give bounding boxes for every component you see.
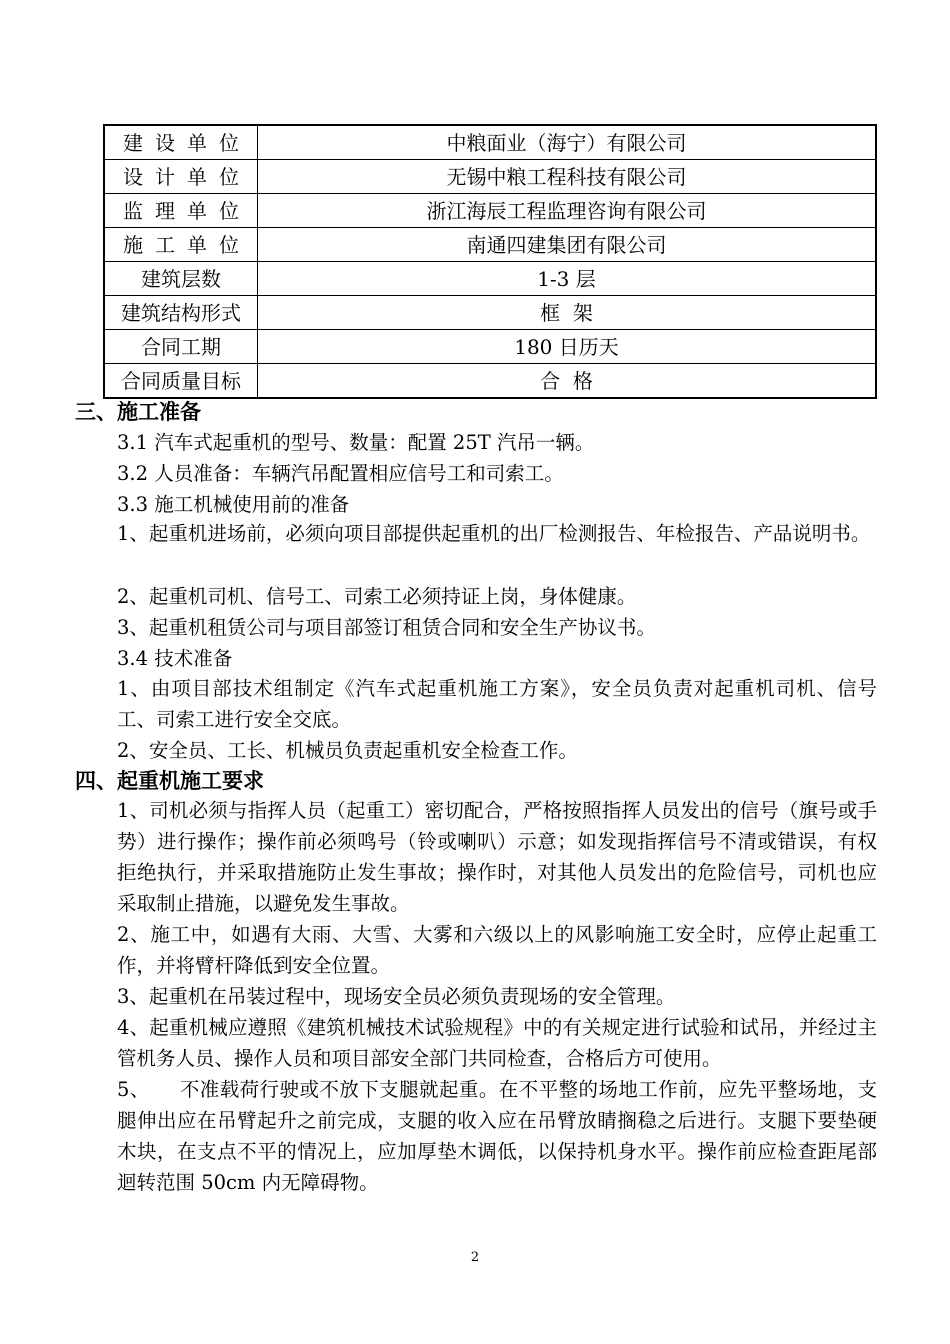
paragraph: 2、安全员、工长、机械员负责起重机安全检查工作。 bbox=[117, 739, 578, 762]
page-number: 2 bbox=[470, 1250, 480, 1265]
table-value-cell: 南通四建集团有限公司 bbox=[258, 228, 877, 262]
row-label: 合同工期 bbox=[141, 334, 221, 359]
table-value-cell: 180 日历天 bbox=[258, 330, 877, 364]
paragraph: 3、起重机租赁公司与项目部签订租赁合同和安全生产协议书。 bbox=[117, 616, 656, 639]
row-label: 合同质量目标 bbox=[121, 368, 241, 393]
table-value-cell: 1-3 层 bbox=[258, 262, 877, 296]
row-label: 施工单位 bbox=[123, 232, 251, 257]
table-row bbox=[104, 296, 876, 330]
table-value-cell: 合 格 bbox=[258, 364, 877, 399]
project-info-table bbox=[103, 124, 877, 399]
table-label-cell bbox=[104, 296, 258, 330]
table-label-cell bbox=[104, 262, 258, 296]
paragraph: 3.1 汽车式起重机的型号、数量：配置 25T 汽吊一辆。 bbox=[117, 431, 595, 454]
paragraph: 4、起重机械应遵照《建筑机械技术试验规程》中的有关规定进行试验和试吊，并经过主管机务人员、操作人员和项目部安全部门共同检查，合格后方可使用。 bbox=[117, 1016, 877, 1070]
table-row bbox=[104, 262, 876, 296]
table-label-cell bbox=[104, 160, 258, 194]
table-value-cell: 中粮面业（海宁）有限公司 bbox=[258, 125, 877, 160]
table-label-cell bbox=[104, 125, 258, 160]
paragraph: 5、 不准载荷行驶或不放下支腿就起重。在不平整的场地工作前，应先平整场地，支腿伸出应在吊臂起升之前完成，支腿的收入应在吊臂放睛搁稳之后进行。支腿下要垫硬木块，在支点不平的情况上，应加厚垫木调低，以保持机身水平。操作前应检查距尾部迴转范围 50cm 内无障碍物。 bbox=[117, 1078, 877, 1194]
row-label: 建筑层数 bbox=[141, 266, 221, 291]
paragraph: 3.2 人员准备：车辆汽吊配置相应信号工和司索工。 bbox=[117, 462, 564, 485]
paragraph: 3.4 技术准备 bbox=[117, 647, 233, 670]
paragraph: 3、起重机在吊装过程中，现场安全员必须负责现场的安全管理。 bbox=[117, 985, 676, 1008]
paragraph: 1、由项目部技术组制定《汽车式起重机施工方案》，安全员负责对起重机司机、信号工、司索工进行安全交底。 bbox=[117, 677, 877, 731]
table-row bbox=[104, 194, 876, 228]
section-3-heading: 三、施工准备 bbox=[75, 400, 201, 424]
row-label: 监理单位 bbox=[123, 198, 251, 223]
table-row bbox=[104, 125, 876, 160]
table-label-cell bbox=[104, 228, 258, 262]
paragraph: 1、司机必须与指挥人员（起重工）密切配合，严格按照指挥人员发出的信号（旗号或手势）进行操作；操作前必须鸣号（铃或喇叭）示意；如发现指挥信号不清或错误，有权拒绝执行，并采取措施防止发生事故；操作时，对其他人员发出的危险信号，司机也应采取制止措施，以避免发生事故。 bbox=[117, 799, 877, 915]
table-value-cell: 框 架 bbox=[258, 296, 877, 330]
paragraph: 1、起重机进场前，必须向项目部提供起重机的出厂检测报告、年检报告、产品说明书。 bbox=[117, 522, 871, 545]
row-label: 建设单位 bbox=[123, 130, 251, 155]
table-value-cell: 浙江海辰工程监理咨询有限公司 bbox=[258, 194, 877, 228]
table-row bbox=[104, 228, 876, 262]
table-row bbox=[104, 160, 876, 194]
row-label: 设计单位 bbox=[123, 164, 251, 189]
row-label: 建筑结构形式 bbox=[121, 300, 241, 325]
table-row bbox=[104, 330, 876, 364]
paragraph: 2、施工中，如遇有大雨、大雪、大雾和六级以上的风影响施工安全时，应停止起重工作，并将臂杆降低到安全位置。 bbox=[117, 923, 877, 977]
table-label-cell bbox=[104, 194, 258, 228]
section-4-heading: 四、起重机施工要求 bbox=[75, 769, 264, 793]
table-label-cell bbox=[104, 364, 258, 399]
paragraph: 2、起重机司机、信号工、司索工必须持证上岗，身体健康。 bbox=[117, 585, 637, 608]
table-value-cell: 无锡中粮工程科技有限公司 bbox=[258, 160, 877, 194]
table-row bbox=[104, 364, 876, 399]
paragraph: 3.3 施工机械使用前的准备 bbox=[117, 493, 350, 516]
table-label-cell bbox=[104, 330, 258, 364]
